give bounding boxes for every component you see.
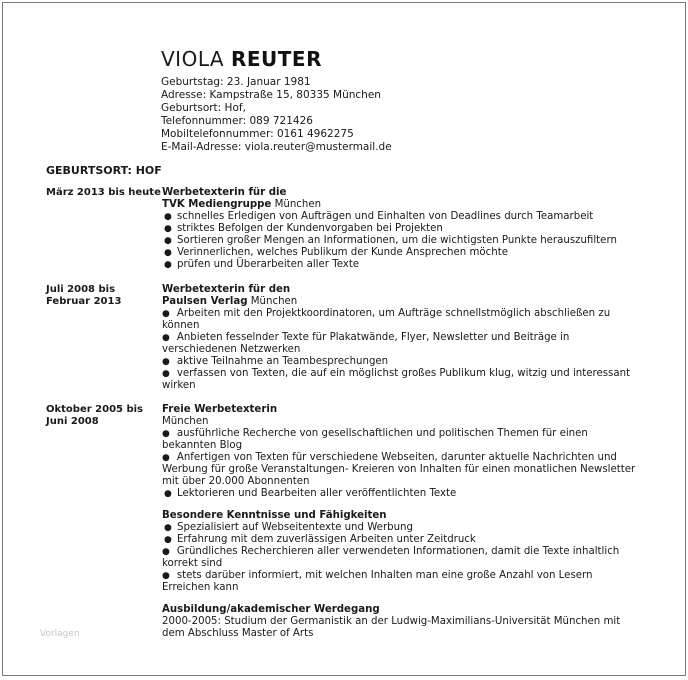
list-item: ● Erfahrung mit dem zuverlässigen Arbeiten unter Zeitdruck xyxy=(164,534,476,545)
bullet-icon: ● xyxy=(162,453,170,463)
list-item: ● ausführliche Recherche von gesellschaftlichen und politischen Themen für einen bekannten Blog xyxy=(162,428,588,451)
list-item: ● Spezialisiert auf Webseitentexte und Werbung xyxy=(164,522,413,533)
list-item: ● Gründliches Recherchieren aller verwendeten Informationen, damit die Texte inhaltlich korrekt sind xyxy=(162,546,620,569)
list-item: ● Sortieren großer Mengen an Informationen, um die wichtigsten Punkte herauszufiltern xyxy=(164,235,617,246)
bullet-icon: ● xyxy=(162,571,170,581)
list-item: ● stets darüber informiert, mit welchen Inhalten man eine große Anzahl von Lesern Erreichen kann xyxy=(162,570,593,593)
bullet-icon: ● xyxy=(164,535,172,545)
skills-list xyxy=(162,522,642,594)
list-item: ● aktive Teilnahme an Teambesprechungen xyxy=(162,356,389,367)
job-company: Paulsen Verlag xyxy=(162,296,248,307)
bullet-icon: ● xyxy=(164,248,172,258)
bullet-icon: ● xyxy=(164,224,172,234)
contact-mobile: Mobiltelefonnummer: 0161 4962275 xyxy=(161,128,354,140)
contact-details xyxy=(161,76,392,154)
job-entry xyxy=(162,187,642,271)
watermark: Vorlagen xyxy=(40,629,80,639)
job-title: Werbetexterin für den xyxy=(162,284,291,295)
job-employer xyxy=(162,296,642,308)
bullet-icon: ● xyxy=(164,489,172,499)
job-entry xyxy=(162,284,642,392)
bullet-icon: ● xyxy=(162,429,170,439)
section-label: GEBURTSORT: HOF xyxy=(46,164,162,177)
applicant-name xyxy=(161,47,322,71)
job-duties xyxy=(162,308,642,392)
list-item: ● Anfertigen von Texten für verschiedene Webseiten, darunter aktuelle Nachrichten und Werbung für große Veranstaltungen- Kreieren von Inhalten für einen monatlichen Newsletter mit über 20.000 Abonnenten xyxy=(162,452,636,487)
job-entry xyxy=(162,404,642,500)
job-city: München xyxy=(162,416,209,427)
last-name: REUTER xyxy=(230,47,322,71)
education-section xyxy=(162,604,642,640)
bullet-icon: ● xyxy=(162,357,170,367)
bullet-icon: ● xyxy=(164,236,172,246)
resume-page xyxy=(2,2,686,676)
skills-heading: Besondere Kenntnisse und Fähigkeiten xyxy=(162,510,387,521)
job-city: München xyxy=(274,199,322,210)
job-date: Juli 2008 bis Februar 2013 xyxy=(46,284,122,307)
list-item: ● schnelles Erledigen von Aufträgen und Einhalten von Deadlines durch Teamarbeit xyxy=(164,211,594,222)
list-item: ● verfassen von Texten, die auf ein möglichst großes Publikum klug, witzig und interessant wirken xyxy=(162,368,631,391)
bullet-icon: ● xyxy=(164,260,172,270)
bullet-icon: ● xyxy=(162,369,170,379)
first-name: VIOLA xyxy=(161,47,225,71)
bullet-icon: ● xyxy=(164,523,172,533)
job-city: München xyxy=(250,296,298,307)
education-heading: Ausbildung/akademischer Werdegang xyxy=(162,604,380,615)
list-item: ● prüfen und Überarbeiten aller Texte xyxy=(164,259,360,270)
job-duties xyxy=(162,428,642,500)
contact-address: Adresse: Kampstraße 15, 80335 München xyxy=(161,89,381,101)
contact-birthday: Geburtstag: 23. Januar 1981 xyxy=(161,76,311,88)
job-title: Werbetexterin für die xyxy=(162,187,287,198)
skills-section xyxy=(162,510,642,594)
job-duties xyxy=(162,211,642,271)
contact-phone: Telefonnummer: 089 721426 xyxy=(161,115,313,127)
job-date: März 2013 bis heute xyxy=(46,187,161,198)
list-item: ● Verinnerlichen, welches Publikum der Kunde Ansprechen möchte xyxy=(164,247,508,258)
job-date: Oktober 2005 bis Juni 2008 xyxy=(46,404,144,427)
bullet-icon: ● xyxy=(162,547,170,557)
bullet-icon: ● xyxy=(162,309,170,319)
contact-email: E-Mail-Adresse: viola.reuter@mustermail.de xyxy=(161,141,392,153)
bullet-icon: ● xyxy=(162,333,170,343)
job-employer xyxy=(162,199,642,211)
job-company: TVK Mediengruppe xyxy=(162,199,272,210)
bullet-icon: ● xyxy=(164,212,172,222)
list-item: ● Lektorieren und Bearbeiten aller veröffentlichten Texte xyxy=(164,488,457,499)
list-item: ● striktes Befolgen der Kundenvorgaben bei Projekten xyxy=(164,223,443,234)
education-text: 2000-2005: Studium der Germanistik an der Ludwig-Maximilians-Universität München mit dem Abschluss Master of Arts xyxy=(162,616,621,639)
list-item: ● Arbeiten mit den Projektkoordinatoren, um Aufträge schnellstmöglich abschließen zu können xyxy=(162,308,611,331)
job-title: Freie Werbetexterin xyxy=(162,404,278,415)
list-item: ● Anbieten fesselnder Texte für Plakatwände, Flyer, Newsletter und Beiträge in verschiedenen Netzwerken xyxy=(162,332,570,355)
contact-birthplace: Geburtsort: Hof, xyxy=(161,102,246,114)
